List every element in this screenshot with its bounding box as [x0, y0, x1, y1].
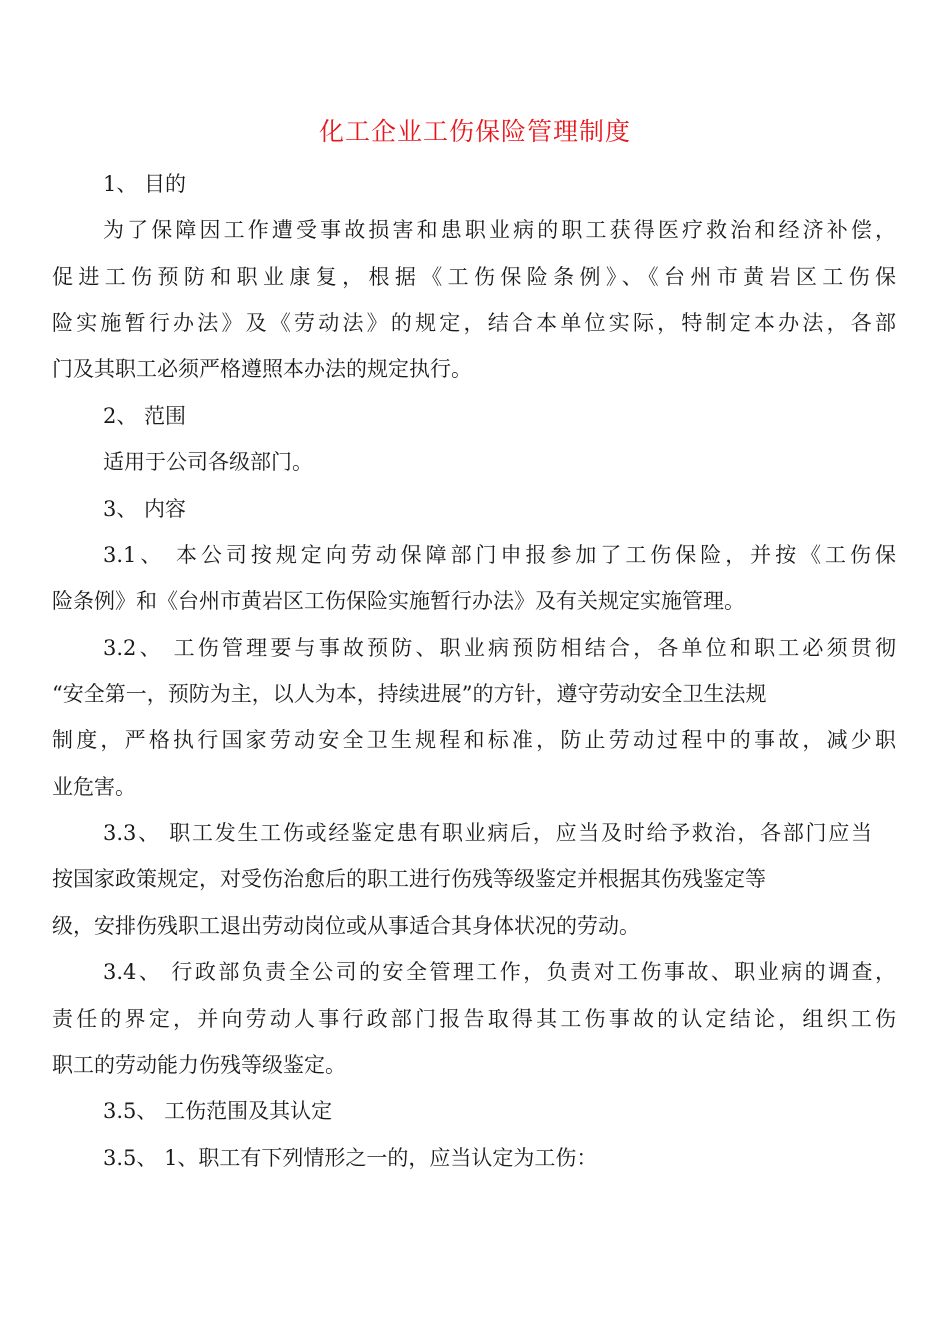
clause-3-2-line: “安全第一，预防为主，以人为本，持续进展”的方针，遵守劳动安全卫生法规	[52, 682, 767, 706]
clause-3-2-line: 业危害。	[52, 775, 136, 799]
clause-3-1-line: 3.1、 本公司按规定向劳动保障部门申报参加了工伤保险，并按《工伤保	[103, 543, 896, 567]
clause-3-3-line: 级，安排伤残职工退出劳动岗位或从事适合其身体状况的劳动。	[52, 914, 640, 938]
clause-3-4-line: 职工的劳动能力伤残等级鉴定。	[52, 1053, 346, 1077]
clause-3-3-line: 3.3、 职工发生工伤或经鉴定患有职业病后，应当及时给予救治，各部门应当	[103, 821, 872, 845]
paragraph-line: 门及其职工必须严格遵照本办法的规定执行。	[52, 357, 472, 381]
heading-content: 3、 内容	[103, 497, 187, 521]
clause-3-5-1-line: 3.5、 1、职工有下列情形之一的，应当认定为工伤：	[103, 1146, 598, 1170]
paragraph-line: 促进工伤预防和职业康复，根据《工伤保险条例》、《台州市黄岩区工伤保	[52, 265, 896, 289]
clause-3-4-line: 责任的界定，并向劳动人事行政部门报告取得其工伤事故的认定结论，组织工伤	[52, 1007, 896, 1031]
heading-purpose: 1、 目的	[103, 172, 187, 196]
document-title: 化工企业工伤保险管理制度	[318, 117, 631, 146]
paragraph-line: 险实施暂行办法》及《劳动法》的规定，结合本单位实际，特制定本办法，各部	[52, 311, 896, 335]
clause-3-4-line: 3.4、 行政部负责全公司的安全管理工作，负责对工伤事故、职业病的调查，	[103, 960, 896, 984]
clause-3-5-heading: 3.5、 工伤范围及其认定	[103, 1099, 333, 1123]
paragraph-line: 为了保障因工作遭受事故损害和患职业病的职工获得医疗救治和经济补偿，	[103, 218, 896, 242]
clause-3-3-line: 按国家政策规定，对受伤治愈后的职工进行伤残等级鉴定并根据其伤残鉴定等	[52, 867, 766, 891]
paragraph-line: 适用于公司各级部门。	[103, 450, 313, 474]
heading-scope: 2、 范围	[103, 404, 187, 428]
clause-3-2-line: 制度，严格执行国家劳动安全卫生规程和标准，防止劳动过程中的事故，减少职	[52, 728, 896, 752]
clause-3-1-line: 险条例》和《台州市黄岩区工伤保险实施暂行办法》及有关规定实施管理。	[52, 589, 745, 613]
clause-3-2-line: 3.2、 工伤管理要与事故预防、职业病预防相结合，各单位和职工必须贯彻	[103, 636, 896, 660]
